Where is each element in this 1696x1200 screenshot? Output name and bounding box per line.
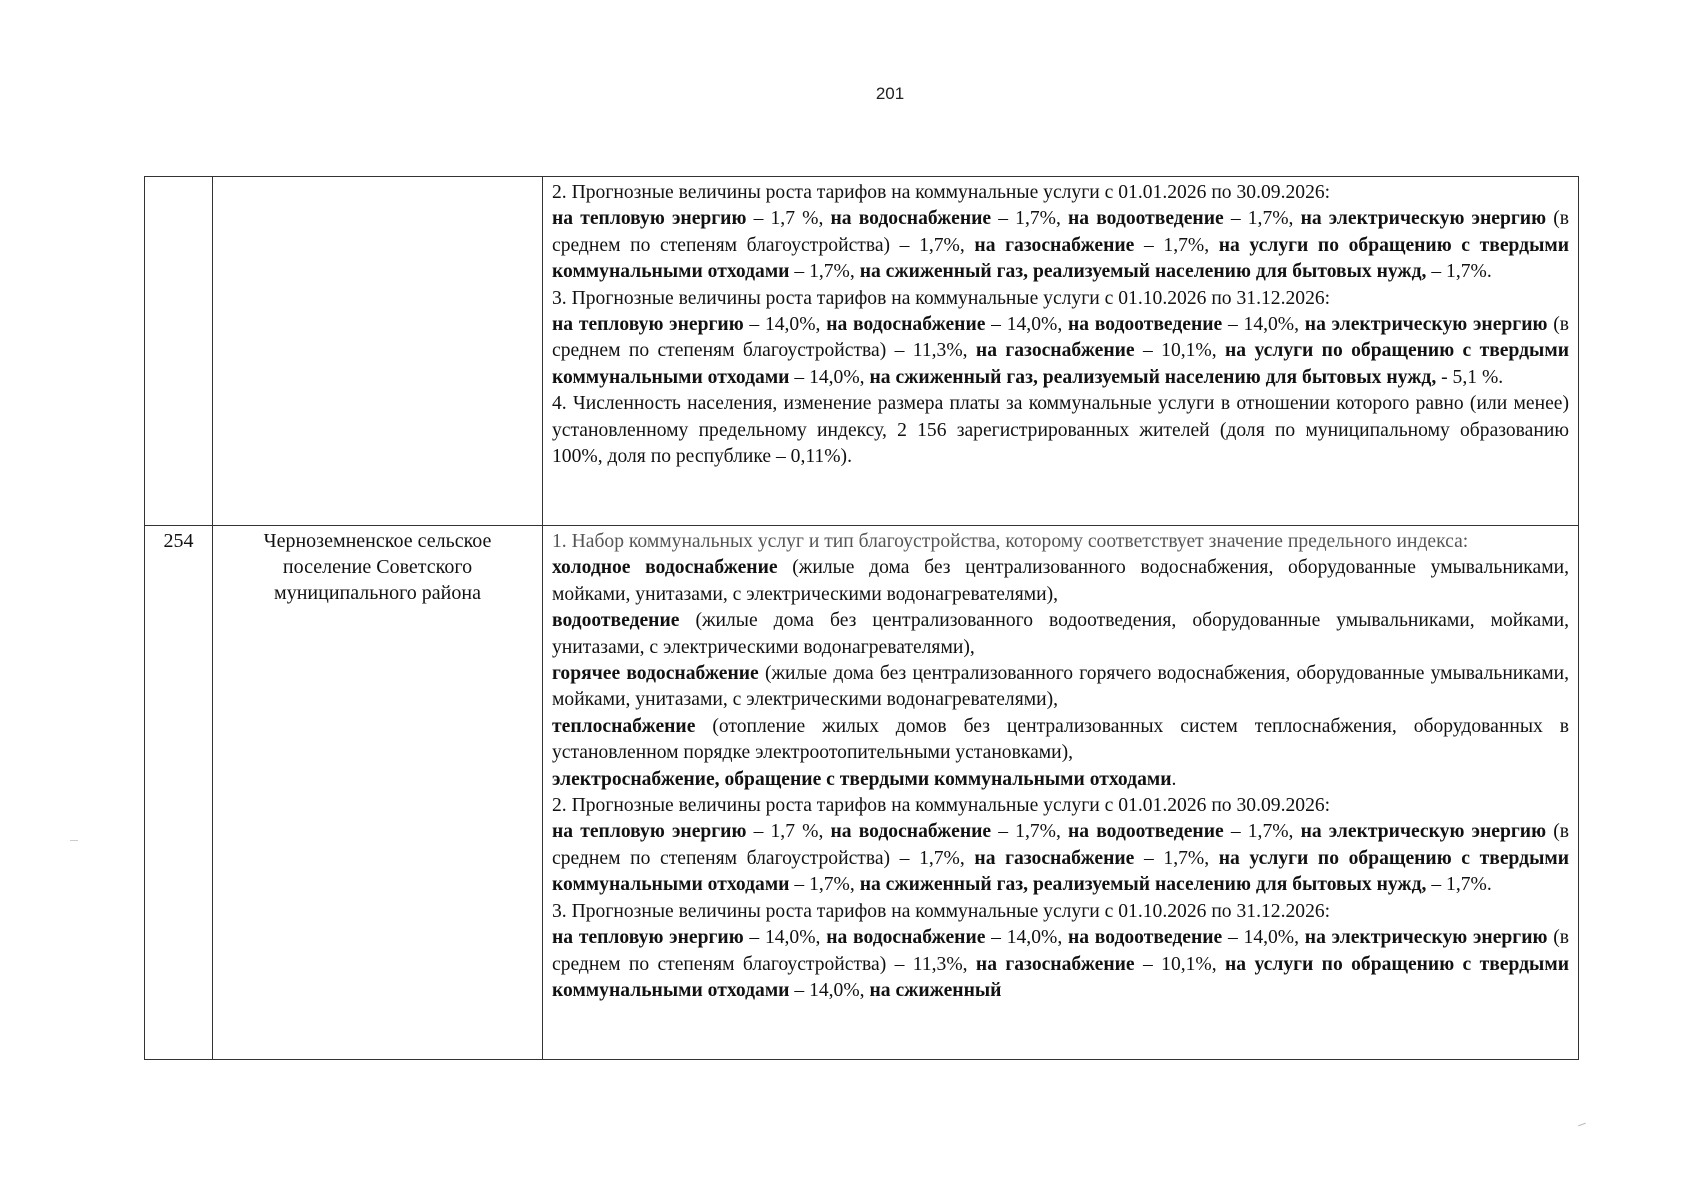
- text-run: – 1,7%,: [1223, 821, 1301, 843]
- bold-text-run: на водоснабжение: [826, 314, 986, 336]
- text-run: – 14,0%,: [743, 314, 827, 336]
- text-run: – 14,0%,: [1222, 927, 1305, 949]
- text-run: - 5,1 %.: [1436, 366, 1504, 388]
- service-name: теплоснабжение: [552, 715, 696, 737]
- item2-paragraph: [552, 819, 1569, 898]
- number-cell: [145, 177, 213, 526]
- text-run: – 1,7%,: [1223, 208, 1301, 230]
- service-item: [552, 608, 1569, 661]
- item3-paragraph: [552, 925, 1569, 1004]
- text-run: (в среднем по степеням благоустройства) – 1,7%,: [552, 208, 1569, 256]
- bold-text-run: на сжиженный газ, реализуемый населению для бытовых нужд,: [859, 261, 1427, 283]
- text-run: – 1,7%,: [991, 821, 1069, 843]
- bold-text-run: на водоснабжение: [830, 208, 992, 230]
- table-row: [145, 526, 1579, 1060]
- item3-heading: 3. Прогнозные величины роста тарифов на коммунальные услуги с 01.10.2026 по 31.12.2026:: [552, 900, 1331, 922]
- text-run: – 1,7%,: [1134, 234, 1219, 256]
- text-run: – 1,7 %,: [746, 208, 831, 230]
- bold-text-run: на электрическую энергию: [1300, 208, 1547, 230]
- text-run: (в среднем по степеням благоустройства) – 1,7%,: [552, 821, 1569, 869]
- bold-text-run: на сжиженный газ, реализуемый населению для бытовых нужд,: [859, 874, 1427, 896]
- content-clip: [552, 529, 1569, 1004]
- item4-paragraph: 4. Численность населения, изменение размера платы за коммунальные услуги в отношении которого равно (или менее) установленному предельному индексу, 2 156 зарегистрированных жителей (доля по муниципальному образованию 100%, доля по республике – 0,11%).: [552, 393, 1569, 468]
- bold-text-run: на тепловую энергию: [552, 314, 744, 336]
- text-run: – 1,7%.: [1426, 261, 1492, 283]
- service-description: (жилые дома без централизованного горячего водоснабжения, оборудованные умывальниками, мойками, унитазами, с электрическими водонагревателями),: [552, 663, 1569, 711]
- item2-heading: 2. Прогнозные величины роста тарифов на коммунальные услуги с 01.01.2026 по 30.09.2026:: [552, 182, 1331, 203]
- bold-text-run: на электрическую энергию: [1300, 821, 1547, 843]
- text-run: – 1,7%,: [991, 208, 1069, 230]
- bold-text-run: на тепловую энергию: [552, 208, 747, 230]
- bold-text-run: на газоснабжение: [975, 340, 1135, 362]
- bold-text-run: на сжиженный: [869, 979, 1002, 1001]
- text-run: – 1,7 %,: [746, 821, 831, 843]
- bold-text-run: на сжиженный газ, реализуемый населению для бытовых нужд,: [869, 366, 1437, 388]
- scan-mark: [70, 840, 78, 841]
- tariff-table: [144, 176, 1579, 1060]
- bold-text-run: на услуги по обращению с твердыми коммунальными отходами: [552, 847, 1569, 896]
- text-run: – 10,1%,: [1134, 340, 1226, 362]
- service-item: [552, 714, 1569, 767]
- item2-paragraph: [552, 206, 1569, 285]
- item1-heading: 1. Набор коммунальных услуг и тип благоустройства, которому соответствует значение предельного индекса:: [552, 531, 1469, 552]
- bold-text-run: на электрическую энергию: [1304, 314, 1548, 336]
- bold-text-run: на водоснабжение: [830, 821, 992, 843]
- item3-heading: 3. Прогнозные величины роста тарифов на коммунальные услуги с 01.10.2026 по 31.12.2026:: [552, 287, 1331, 309]
- service-description: (отопление жилых домов без централизованных систем теплоснабжения, оборудованных в установленном порядке электроотопительными установками),: [552, 715, 1569, 764]
- text-run: – 1,7%.: [1426, 874, 1492, 896]
- text-run: (в среднем по степеням благоустройства) – 11,3%,: [552, 927, 1569, 975]
- settlement-name: Черноземненское сельское поселение Советского муниципального района: [213, 526, 543, 1060]
- bold-text-run: на тепловую энергию: [552, 927, 744, 949]
- text-run: – 14,0%,: [985, 314, 1068, 336]
- service-item: [552, 661, 1569, 714]
- text-run: – 14,0%,: [743, 927, 827, 949]
- service-name: горячее водоснабжение: [552, 663, 759, 685]
- text-run: – 14,0%,: [1222, 314, 1305, 336]
- scan-mark: [1578, 1123, 1586, 1127]
- item2-heading: 2. Прогнозные величины роста тарифов на коммунальные услуги с 01.01.2026 по 30.09.2026:: [552, 795, 1331, 817]
- bold-text-run: на газоснабжение: [974, 847, 1135, 869]
- service-description: (жилые дома без централизованного водоотведения, оборудованные умывальниками, мойками, унитазами, с электрическими водонагревателями),: [552, 610, 1569, 658]
- text-run: – 1,7%,: [789, 874, 860, 896]
- bold-text-run: на газоснабжение: [975, 953, 1135, 975]
- service-description: .: [1171, 768, 1177, 790]
- text-run: – 1,7%,: [789, 261, 860, 283]
- services-list: [552, 555, 1569, 793]
- service-name: электроснабжение, обращение с твердыми коммунальными отходами: [552, 768, 1172, 790]
- service-description: (жилые дома без централизованного водоснабжения, оборудованные умывальниками, мойками, унитазами, с электрическими водонагревателями),: [552, 557, 1569, 605]
- bold-text-run: на электрическую энергию: [1304, 927, 1548, 949]
- service-name: холодное водоснабжение: [552, 557, 778, 579]
- service-name: водоотведение: [552, 610, 680, 632]
- bold-text-run: на водоотведение: [1068, 821, 1224, 843]
- bold-text-run: на водоснабжение: [826, 927, 986, 949]
- text-run: – 10,1%,: [1134, 953, 1226, 975]
- bold-text-run: на водоотведение: [1067, 314, 1223, 336]
- text-run: (в среднем по степеням благоустройства) – 11,3%,: [552, 314, 1569, 362]
- bold-text-run: на газоснабжение: [974, 234, 1135, 256]
- bold-text-run: на услуги по обращению с твердыми коммунальными отходами: [552, 340, 1569, 388]
- bold-text-run: на тепловую энергию: [552, 821, 747, 843]
- row-number: 254: [145, 526, 213, 1060]
- content-cell: [543, 526, 1579, 1060]
- text-run: – 14,0%,: [789, 366, 870, 388]
- bold-text-run: на услуги по обращению с твердыми коммунальными отходами: [552, 234, 1570, 283]
- item3-paragraph: [552, 312, 1569, 391]
- bold-text-run: на водоотведение: [1068, 208, 1224, 230]
- service-item: [552, 767, 1569, 793]
- bold-text-run: на водоотведение: [1067, 927, 1223, 949]
- text-run: – 14,0%,: [789, 979, 870, 1001]
- page-number: 201: [875, 84, 905, 103]
- content-cell: [543, 177, 1579, 526]
- text-run: – 14,0%,: [985, 927, 1068, 949]
- text-run: – 1,7%,: [1134, 847, 1219, 869]
- settlement-cell: [213, 177, 543, 526]
- bold-text-run: на услуги по обращению с твердыми коммунальными отходами: [552, 953, 1569, 1001]
- service-item: [552, 555, 1569, 608]
- table-row: [145, 177, 1579, 526]
